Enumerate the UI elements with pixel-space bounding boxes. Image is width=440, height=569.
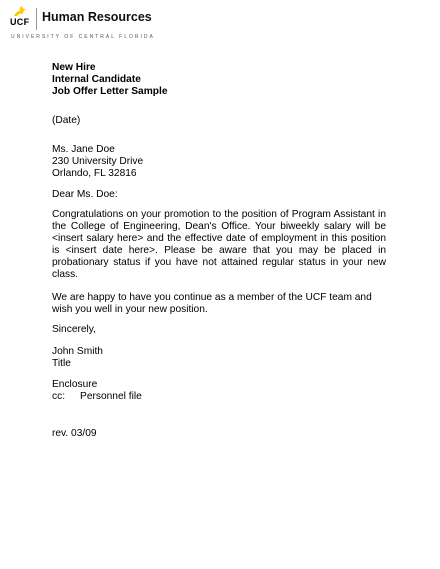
- revision-note: rev. 03/09: [52, 428, 97, 439]
- title-line: New Hire: [52, 62, 96, 73]
- cc-label: cc:: [52, 391, 66, 402]
- title-line: Job Offer Letter Sample: [52, 86, 168, 97]
- title-line: Internal Candidate: [52, 74, 141, 85]
- cc-value: Personnel file: [80, 391, 142, 402]
- paragraph-promotion: Congratulations on your promotion to the position of Program Assistant in the College of Engineering, Dean's Office. Your biweekly salary will be <insert salary here> and the effective date of employment in this position is <insert date here>. Please be aware that you may be placed in probationary status if you have not attained regular status in your new class.: [52, 209, 386, 280]
- signer-name: John Smith: [52, 346, 103, 357]
- signer-title: Title: [52, 358, 71, 369]
- enclosure-label: Enclosure: [52, 379, 98, 390]
- header-divider: [36, 8, 37, 30]
- enclosure-block: [52, 379, 386, 403]
- cc-line: [52, 391, 386, 403]
- signature-block: [52, 346, 386, 370]
- recipient-address: [52, 144, 386, 180]
- letterhead: [0, 0, 440, 48]
- salutation: Dear Ms. Doe:: [52, 189, 118, 200]
- logo-text: UCF: [10, 17, 30, 27]
- department-name: Human Resources: [42, 10, 152, 24]
- address-line: Ms. Jane Doe: [52, 144, 115, 155]
- pegasus-icon: [13, 6, 27, 17]
- letter-title: [52, 62, 386, 98]
- closing: Sincerely,: [52, 324, 96, 335]
- ucf-logo: [10, 6, 32, 30]
- letter-date: (Date): [52, 115, 81, 126]
- address-line: Orlando, FL 32816: [52, 168, 137, 179]
- address-line: 230 University Drive: [52, 156, 144, 167]
- paragraph-welcome: We are happy to have you continue as a member of the UCF team and wish you well in your new position.: [52, 292, 372, 315]
- university-name: UNIVERSITY OF CENTRAL FLORIDA: [11, 34, 155, 40]
